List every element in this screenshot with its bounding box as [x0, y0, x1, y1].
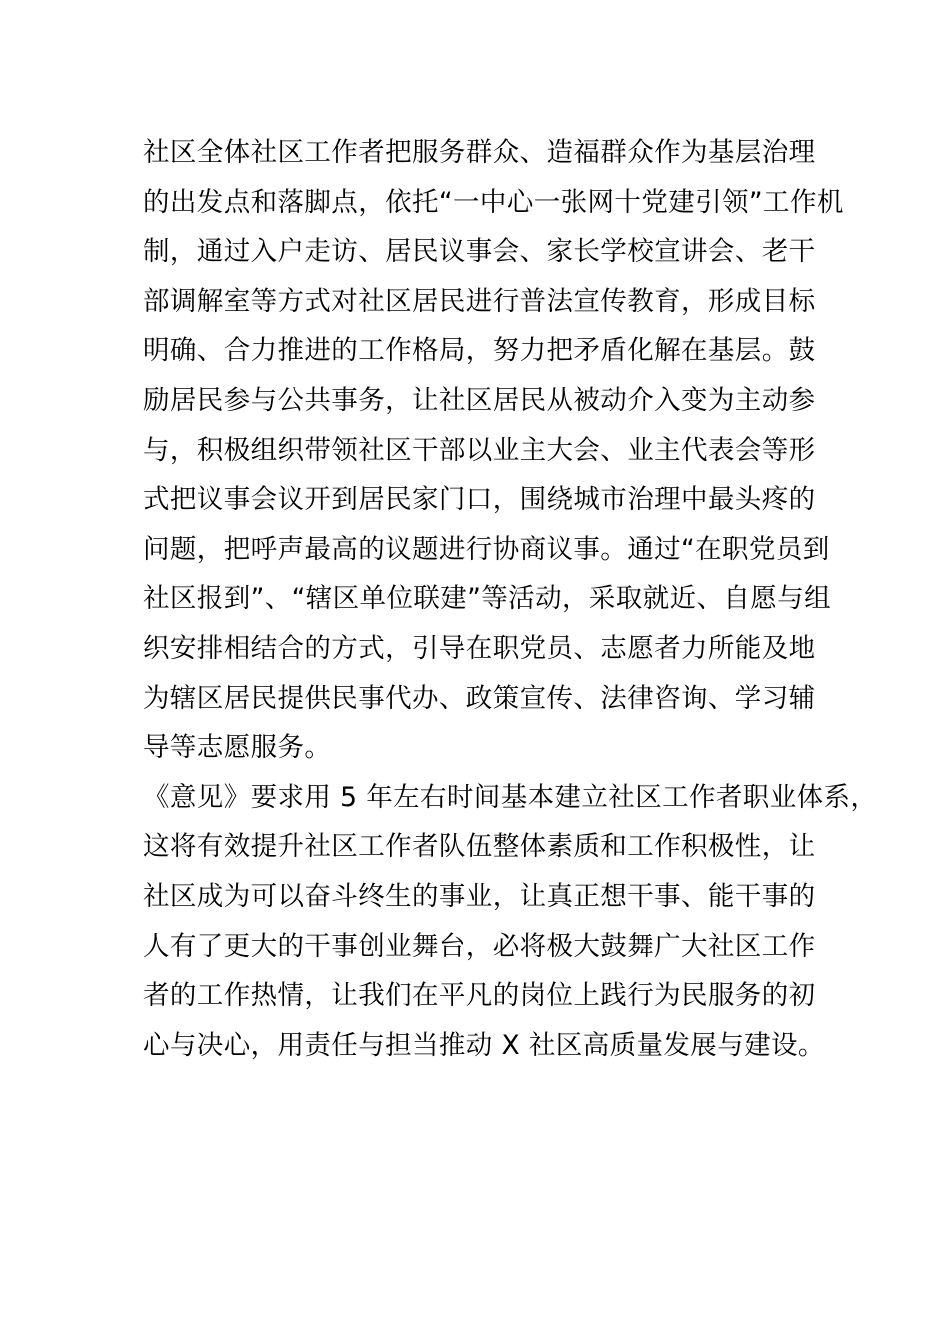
text-line: 为辖区居民提供民事代办、政策宣传、法律咨询、学习辅 [143, 682, 816, 714]
paragraph-2 [143, 773, 878, 1071]
document-body [143, 128, 878, 1070]
text-line: 社区成为可以奋斗终生的事业，让真正想干事、能干事的 [143, 880, 816, 912]
paragraph-1 [143, 128, 844, 773]
text-line: 式把议事会议开到居民家门口，围绕城市治理中最头疼的 [143, 484, 816, 516]
text-line: 《意见》要求用 5 年左右时间基本建立社区工作者职业体系， [143, 781, 878, 813]
text-line: 社区全体社区工作者把服务群众、造福群众作为基层治理 [143, 137, 816, 168]
text-line: 励居民参与公共事务，让社区居民从被动介入变为主动参 [143, 384, 816, 416]
text-line: 者的工作热情，让我们在平凡的岗位上践行为民服务的初 [143, 980, 816, 1012]
text-line: 的出发点和落脚点，依托“一中心一张网十党建引领”工作机 [143, 186, 844, 218]
text-line: 制，通过入户走访、居民议事会、家长学校宣讲会、老干 [143, 236, 816, 268]
text-line: 织安排相结合的方式，引导在职党员、志愿者力所能及地 [143, 632, 816, 664]
text-line: 这将有效提升社区工作者队伍整体素质和工作积极性，让 [143, 831, 816, 863]
text-line: 心与决心，用责任与担当推动 X 社区高质量发展与建设。 [143, 1029, 825, 1061]
text-line: 明确、合力推进的工作格局，努力把矛盾化解在基层。鼓 [143, 335, 816, 367]
text-line: 问题，把呼声最高的议题进行协商议事。通过“在职党员到 [143, 533, 830, 565]
text-line: 部调解室等方式对社区居民进行普法宣传教育，形成目标 [143, 285, 816, 317]
text-line: 社区报到”、“辖区单位联建”等活动，采取就近、自愿与组 [143, 583, 831, 615]
text-line: 人有了更大的干事创业舞台，必将极大鼓舞广大社区工作 [143, 930, 816, 962]
text-line: 与，积极组织带领社区干部以业主大会、业主代表会等形 [143, 434, 816, 466]
text-line: 导等志愿服务。 [143, 732, 332, 764]
